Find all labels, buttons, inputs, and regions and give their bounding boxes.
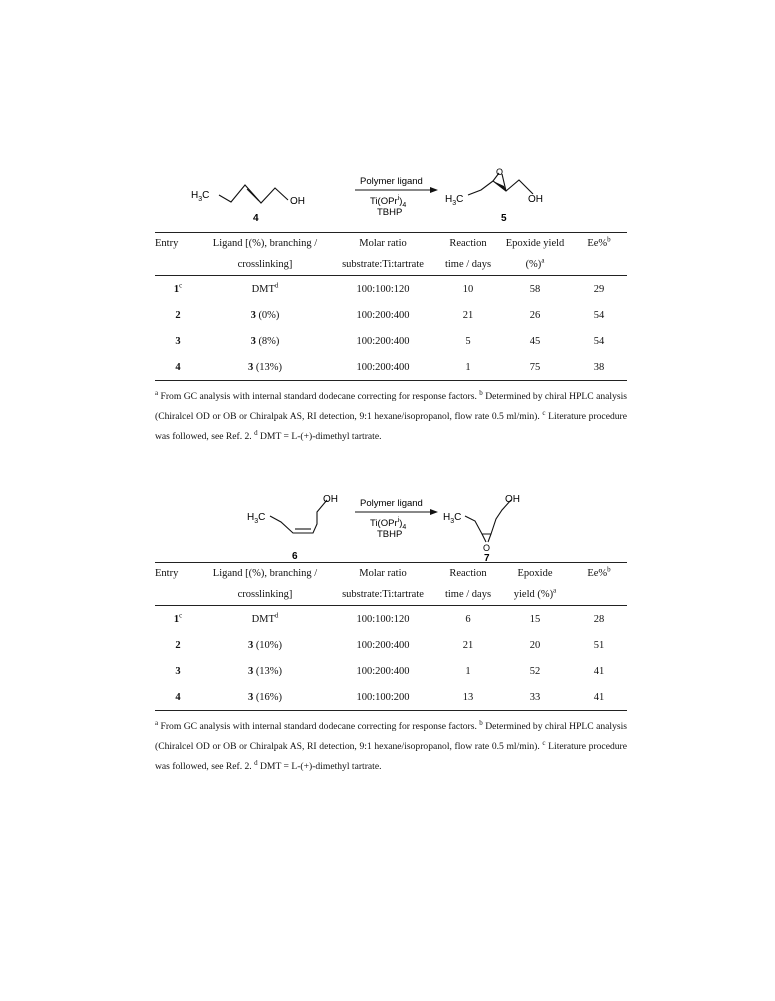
results-table-1 bbox=[155, 232, 627, 381]
yield-cell: 45 bbox=[529, 335, 541, 347]
time-cell: 21 bbox=[462, 309, 474, 321]
yield-cell: 52 bbox=[529, 665, 541, 677]
ee-cell: 54 bbox=[593, 335, 605, 347]
yield-cell: 75 bbox=[499, 354, 571, 381]
header-molar-line-1: Molar ratio bbox=[359, 567, 407, 579]
yield-cell: 58 bbox=[529, 283, 541, 295]
yield-cell: 15 bbox=[529, 613, 541, 625]
ratio-cell: 100:200:400 bbox=[356, 665, 410, 677]
substrate-6-structure bbox=[270, 500, 327, 533]
table-2-header-row-1 bbox=[155, 563, 627, 584]
header-ee: Ee%$^b$ bbox=[587, 235, 611, 249]
reagent-tbhp: TBHP bbox=[377, 207, 403, 218]
table-row bbox=[155, 658, 627, 684]
ligand-cell: 3 (0%) bbox=[250, 309, 280, 321]
header-molar-line-1: Molar ratio bbox=[359, 237, 407, 249]
table-2-block bbox=[155, 490, 627, 777]
ratio-cell: 100:200:400 bbox=[329, 354, 437, 381]
product-5-oh: OH bbox=[528, 194, 543, 205]
header-yield-line-2: yield (%)$^a$ bbox=[499, 583, 571, 606]
ligand-cell: 3 (16%) bbox=[201, 684, 329, 711]
substrate-6-h3c: $H_3C$ bbox=[247, 512, 266, 525]
table-row bbox=[155, 328, 627, 354]
table-row bbox=[155, 684, 627, 711]
entry-cell: 2 bbox=[175, 639, 181, 651]
table-1-block bbox=[155, 167, 628, 447]
entry-cell: 2 bbox=[175, 309, 181, 321]
product-7-oh: OH bbox=[505, 494, 520, 505]
ligand-cell: 3 (8%) bbox=[250, 335, 280, 347]
ligand-cell: 3 (13%) bbox=[247, 665, 283, 677]
ee-cell: 41 bbox=[593, 665, 605, 677]
header-molar-line-2: substrate:Ti:tartrate bbox=[329, 583, 437, 606]
reaction-scheme-2 bbox=[155, 490, 627, 562]
reaction-arrowhead-1 bbox=[430, 187, 438, 193]
ee-cell: 29 bbox=[593, 283, 605, 295]
ratio-cell: 100:200:400 bbox=[356, 309, 410, 321]
entry-cell: 3 bbox=[175, 665, 181, 677]
ligand-cell: 3 (10%) bbox=[247, 639, 283, 651]
header-reaction-line-1: Reaction bbox=[449, 567, 487, 579]
header-reaction-line-1: Reaction bbox=[449, 237, 487, 249]
entry-cell: 4 bbox=[155, 684, 201, 711]
table-row bbox=[155, 632, 627, 658]
time-cell: 5 bbox=[465, 335, 471, 347]
table-row bbox=[155, 606, 627, 633]
table-2-footnote: $^a$ From GC analysis with internal standard dodecane correcting for response factors. $^b$ Determined by chiral HPLC analysis (Chiralcel OD or OB or Chiralpak AS, RI detection, 9:1 hexane/isopropanol, flow rate 0.5 ml/min). $^c$ Literature procedure was followed, see Ref. 2. $^d$ DMT = L-(+)-dimethyl tartrate. bbox=[155, 718, 628, 772]
time-cell: 1 bbox=[437, 354, 499, 381]
ratio-cell: 100:200:400 bbox=[356, 335, 410, 347]
header-reaction-line-2: time / days bbox=[437, 583, 499, 606]
reaction-scheme-1-drawing bbox=[155, 167, 627, 232]
header-yield-line-1: Epoxide bbox=[517, 567, 553, 579]
reagent-ti-opr: $Ti(OPr^i)_4$ bbox=[370, 517, 407, 531]
table-2-header-row-2 bbox=[155, 583, 627, 606]
reagent-ti-opr: $Ti(OPr^i)_4$ bbox=[370, 195, 407, 209]
ee-cell: 41 bbox=[571, 684, 627, 711]
table-1-footnote: $^a$ From GC analysis with internal standard dodecane correcting for response factors. $^b$ Determined by chiral HPLC analysis (Chiralcel OD or OB or Chiralpak AS, RI detection, 9:1 hexane/isopropanol, flow rate 0.5 ml/min). $^c$ Literature procedure was followed, see Ref. 2. $^d$ DMT = L-(+)-dimethyl tartrate. bbox=[155, 388, 628, 442]
reagent-polymer-ligand: Polymer ligand bbox=[360, 176, 423, 187]
table-row bbox=[155, 354, 627, 381]
yield-cell: 26 bbox=[529, 309, 541, 321]
product-7-o: O bbox=[483, 543, 491, 553]
compound-6-label: 6 bbox=[292, 551, 298, 562]
compound-7-label: 7 bbox=[484, 553, 490, 564]
header-ee: Ee%$^b$ bbox=[587, 565, 611, 579]
yield-cell: 20 bbox=[529, 639, 541, 651]
ratio-cell: 100:200:400 bbox=[356, 639, 410, 651]
results-table-2 bbox=[155, 562, 627, 711]
time-cell: 1 bbox=[465, 665, 471, 677]
product-5-o: O bbox=[496, 167, 504, 177]
time-cell: 10 bbox=[462, 283, 474, 295]
header-yield-line-2: (%)$^a$ bbox=[499, 253, 571, 276]
reaction-arrowhead-2 bbox=[430, 509, 438, 515]
header-yield-line-1: Epoxide yield bbox=[505, 237, 565, 249]
entry-cell: 4 bbox=[155, 354, 201, 381]
ligand-cell: DMT$^d$ bbox=[251, 611, 279, 625]
ee-cell: 38 bbox=[571, 354, 627, 381]
header-ligand-line-1: Ligand [(%), branching / bbox=[212, 237, 318, 249]
substrate-4-structure bbox=[219, 185, 288, 203]
entry-cell: 1$^c$ bbox=[173, 611, 183, 625]
substrate-4-oh: OH bbox=[290, 196, 305, 207]
ratio-cell: 100:100:200 bbox=[329, 684, 437, 711]
compound-5-label: 5 bbox=[501, 213, 507, 224]
table-1-header-row-1 bbox=[155, 233, 627, 254]
table-row bbox=[155, 276, 627, 303]
reagent-polymer-ligand: Polymer ligand bbox=[360, 498, 423, 509]
entry-cell: 1$^c$ bbox=[173, 281, 183, 295]
header-molar-line-2: substrate:Ti:tartrate bbox=[329, 253, 437, 276]
time-cell: 13 bbox=[437, 684, 499, 711]
compound-4-label: 4 bbox=[253, 213, 259, 224]
product-7-h3c: $H_3C$ bbox=[443, 512, 462, 525]
table-row bbox=[155, 302, 627, 328]
reaction-scheme-1 bbox=[155, 167, 627, 232]
table-1-header-row-2 bbox=[155, 253, 627, 276]
ratio-cell: 100:100:120 bbox=[356, 613, 410, 625]
reaction-scheme-2-drawing bbox=[155, 490, 627, 562]
product-5-h3c: $H_3C$ bbox=[445, 194, 464, 207]
header-entry: Entry bbox=[155, 567, 179, 579]
ligand-cell: 3 (13%) bbox=[201, 354, 329, 381]
ee-cell: 28 bbox=[593, 613, 605, 625]
ee-cell: 51 bbox=[593, 639, 605, 651]
header-ligand-line-2: crosslinking] bbox=[201, 583, 329, 606]
header-ligand-line-1: Ligand [(%), branching / bbox=[212, 567, 318, 579]
ee-cell: 54 bbox=[593, 309, 605, 321]
product-7-structure bbox=[465, 500, 511, 542]
ratio-cell: 100:100:120 bbox=[356, 283, 410, 295]
yield-cell: 33 bbox=[499, 684, 571, 711]
header-entry: Entry bbox=[155, 237, 179, 249]
ligand-cell: DMT$^d$ bbox=[251, 281, 279, 295]
header-reaction-line-2: time / days bbox=[437, 253, 499, 276]
time-cell: 21 bbox=[462, 639, 474, 651]
entry-cell: 3 bbox=[175, 335, 181, 347]
substrate-6-oh: OH bbox=[323, 494, 338, 505]
reagent-tbhp: TBHP bbox=[377, 529, 403, 540]
substrate-4-h3c: $H_3C$ bbox=[191, 190, 210, 203]
time-cell: 6 bbox=[465, 613, 471, 625]
header-ligand-line-2: crosslinking] bbox=[201, 253, 329, 276]
